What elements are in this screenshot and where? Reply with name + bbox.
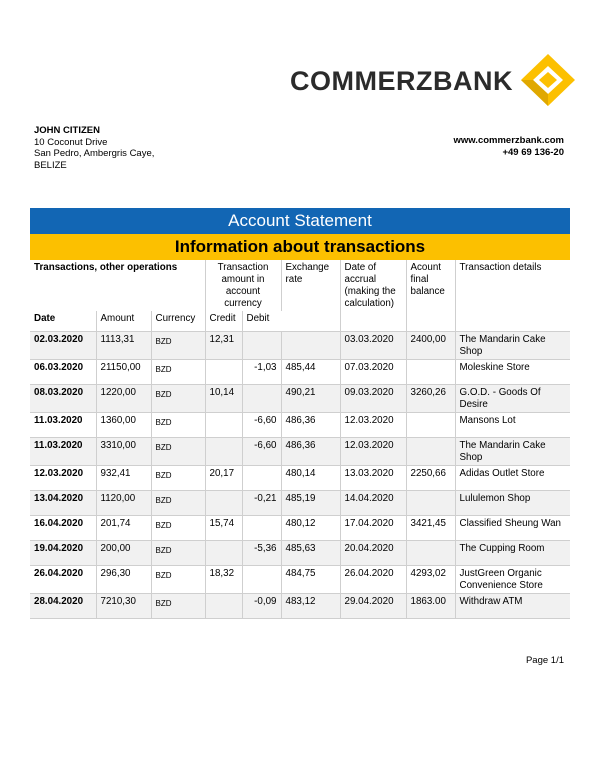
currency-cell: BZD [151, 359, 205, 384]
bank-name: COMMERZBANK [290, 65, 513, 96]
final-balance-cell: 3260,26 [406, 384, 455, 412]
final-balance-cell [406, 490, 455, 515]
debit-column-header: Debit [246, 313, 270, 324]
accrual-date-cell: 12.03.2020 [340, 437, 406, 465]
exchange-rate-header: Exchange rate [281, 260, 340, 331]
transactions-table [30, 260, 570, 619]
final-balance-cell: 2250,66 [406, 465, 455, 490]
credit-cell [205, 540, 242, 565]
customer-address-line1: 10 Coconut Drive [34, 136, 108, 148]
final-balance-cell [406, 359, 455, 384]
customer-address-line2: San Pedro, Ambergris Caye, [34, 148, 155, 159]
commerzbank-ribbon-icon [517, 52, 579, 110]
credit-cell: 10,14 [205, 384, 242, 412]
debit-cell [242, 465, 281, 490]
transaction-details-cell: Adidas Outlet Store [455, 465, 570, 490]
amount-cell: 200,00 [96, 540, 151, 565]
accrual-date-cell: 12.03.2020 [340, 412, 406, 437]
amount-cell: 932,41 [96, 465, 151, 490]
final-balance-cell [406, 540, 455, 565]
table-row [30, 437, 570, 465]
exchange-rate-cell: 480,12 [281, 515, 340, 540]
amount-cell: 201,74 [96, 515, 151, 540]
amount-cell: 1220,00 [96, 384, 151, 412]
transaction-amount-header: Transaction amount in account currency [205, 260, 281, 311]
final-balance-cell [406, 412, 455, 437]
statement-title: Account Statement [30, 208, 570, 234]
final-balance-cell: 4293,02 [406, 565, 455, 593]
accrual-date-cell: 20.04.2020 [340, 540, 406, 565]
accrual-date-cell: 29.04.2020 [340, 593, 406, 618]
exchange-rate-cell: 480,14 [281, 465, 340, 490]
exchange-rate-cell: 483,12 [281, 593, 340, 618]
transaction-details-cell: The Cupping Room [455, 540, 570, 565]
currency-cell: BZD [151, 384, 205, 412]
accrual-date-cell: 14.04.2020 [340, 490, 406, 515]
transaction-details-cell: G.O.D. - Goods Of Desire [455, 384, 570, 412]
exchange-rate-cell: 486,36 [281, 412, 340, 437]
accrual-date-cell: 17.04.2020 [340, 515, 406, 540]
table-header-row [30, 260, 570, 311]
currency-cell: BZD [151, 515, 205, 540]
group-header: Transactions, other operations [30, 260, 205, 311]
transaction-details-header: Transaction details [459, 262, 542, 273]
amount-cell: 3310,00 [96, 437, 151, 465]
credit-cell [205, 437, 242, 465]
customer-address-line3: BELIZE [34, 159, 67, 171]
date-cell: 02.03.2020 [30, 331, 96, 359]
accrual-date-cell: 13.03.2020 [340, 465, 406, 490]
statement-subtitle: Information about transactions [30, 234, 570, 260]
accrual-date-header: Date of accrual (making the calculation) [340, 260, 406, 331]
table-row [30, 359, 570, 384]
transaction-details-cell: The Mandarin Cake Shop [455, 437, 570, 465]
debit-cell: -1,03 [242, 359, 281, 384]
table-row [30, 465, 570, 490]
table-row [30, 412, 570, 437]
transaction-details-cell: JustGreen Organic Convenience Store [455, 565, 570, 593]
bank-website: www.commerzbank.com [453, 135, 564, 146]
table-row [30, 515, 570, 540]
debit-cell [242, 565, 281, 593]
debit-cell: -0,09 [242, 593, 281, 618]
transaction-details-cell: Classified Sheung Wan [455, 515, 570, 540]
table-row [30, 384, 570, 412]
currency-cell: BZD [151, 565, 205, 593]
table-row [30, 490, 570, 515]
date-cell: 16.04.2020 [30, 515, 96, 540]
date-cell: 13.04.2020 [30, 490, 96, 515]
bank-phone: +49 69 136-20 [502, 146, 564, 158]
date-cell: 28.04.2020 [30, 593, 96, 618]
debit-cell [242, 515, 281, 540]
credit-cell [205, 490, 242, 515]
exchange-rate-cell: 486,36 [281, 437, 340, 465]
amount-cell: 296,30 [96, 565, 151, 593]
bank-contact-block [453, 135, 564, 158]
accrual-date-cell: 09.03.2020 [340, 384, 406, 412]
date-cell: 06.03.2020 [30, 359, 96, 384]
transaction-details-cell: Moleskine Store [455, 359, 570, 384]
table-row [30, 331, 570, 359]
exchange-rate-cell [281, 331, 340, 359]
bank-logo [290, 52, 579, 110]
accrual-date-cell: 26.04.2020 [340, 565, 406, 593]
debit-cell: -5,36 [242, 540, 281, 565]
accrual-date-cell: 03.03.2020 [340, 331, 406, 359]
amount-cell: 7210,30 [96, 593, 151, 618]
transaction-details-cell: Mansons Lot [455, 412, 570, 437]
final-balance-cell [406, 437, 455, 465]
credit-cell: 20,17 [205, 465, 242, 490]
exchange-rate-cell: 485,63 [281, 540, 340, 565]
currency-cell: BZD [151, 593, 205, 618]
amount-cell: 1120,00 [96, 490, 151, 515]
exchange-rate-cell: 484,75 [281, 565, 340, 593]
currency-cell: BZD [151, 465, 205, 490]
credit-cell [205, 593, 242, 618]
credit-cell: 18,32 [205, 565, 242, 593]
table-row [30, 593, 570, 618]
currency-cell: BZD [151, 412, 205, 437]
final-balance-cell: 2400,00 [406, 331, 455, 359]
date-column-header: Date [30, 311, 96, 331]
transaction-details-cell: Withdraw ATM [455, 593, 570, 618]
exchange-rate-cell: 490,21 [281, 384, 340, 412]
currency-cell: BZD [151, 490, 205, 515]
date-cell: 08.03.2020 [30, 384, 96, 412]
date-cell: 12.03.2020 [30, 465, 96, 490]
table-row [30, 540, 570, 565]
credit-cell: 15,74 [205, 515, 242, 540]
final-balance-header: Acount final balance [406, 260, 455, 331]
amount-cell: 1360,00 [96, 412, 151, 437]
date-cell: 11.03.2020 [30, 412, 96, 437]
debit-cell [242, 331, 281, 359]
page-number: Page 1/1 [525, 655, 564, 666]
transaction-details-cell: The Mandarin Cake Shop [455, 331, 570, 359]
credit-column-header: Credit [205, 311, 242, 331]
customer-name: JOHN CITIZEN [34, 125, 100, 136]
debit-cell: -0,21 [242, 490, 281, 515]
table-row [30, 565, 570, 593]
currency-column-header: Currency [151, 311, 205, 331]
amount-column-header: Amount [96, 311, 151, 331]
date-cell: 19.04.2020 [30, 540, 96, 565]
currency-cell: BZD [151, 540, 205, 565]
credit-cell [205, 359, 242, 384]
accrual-date-cell: 07.03.2020 [340, 359, 406, 384]
exchange-rate-cell: 485,19 [281, 490, 340, 515]
debit-cell [242, 384, 281, 412]
transaction-details-cell: Lululemon Shop [455, 490, 570, 515]
final-balance-cell: 1863.00 [406, 593, 455, 618]
currency-cell: BZD [151, 331, 205, 359]
credit-cell [205, 412, 242, 437]
exchange-rate-cell: 485,44 [281, 359, 340, 384]
date-cell: 26.04.2020 [30, 565, 96, 593]
currency-cell: BZD [151, 437, 205, 465]
customer-address-block [34, 125, 154, 171]
credit-cell: 12,31 [205, 331, 242, 359]
final-balance-cell: 3421,45 [406, 515, 455, 540]
amount-cell: 21150,00 [96, 359, 151, 384]
amount-cell: 1113,31 [96, 331, 151, 359]
debit-cell: -6,60 [242, 412, 281, 437]
debit-cell: -6,60 [242, 437, 281, 465]
date-cell: 11.03.2020 [30, 437, 96, 465]
